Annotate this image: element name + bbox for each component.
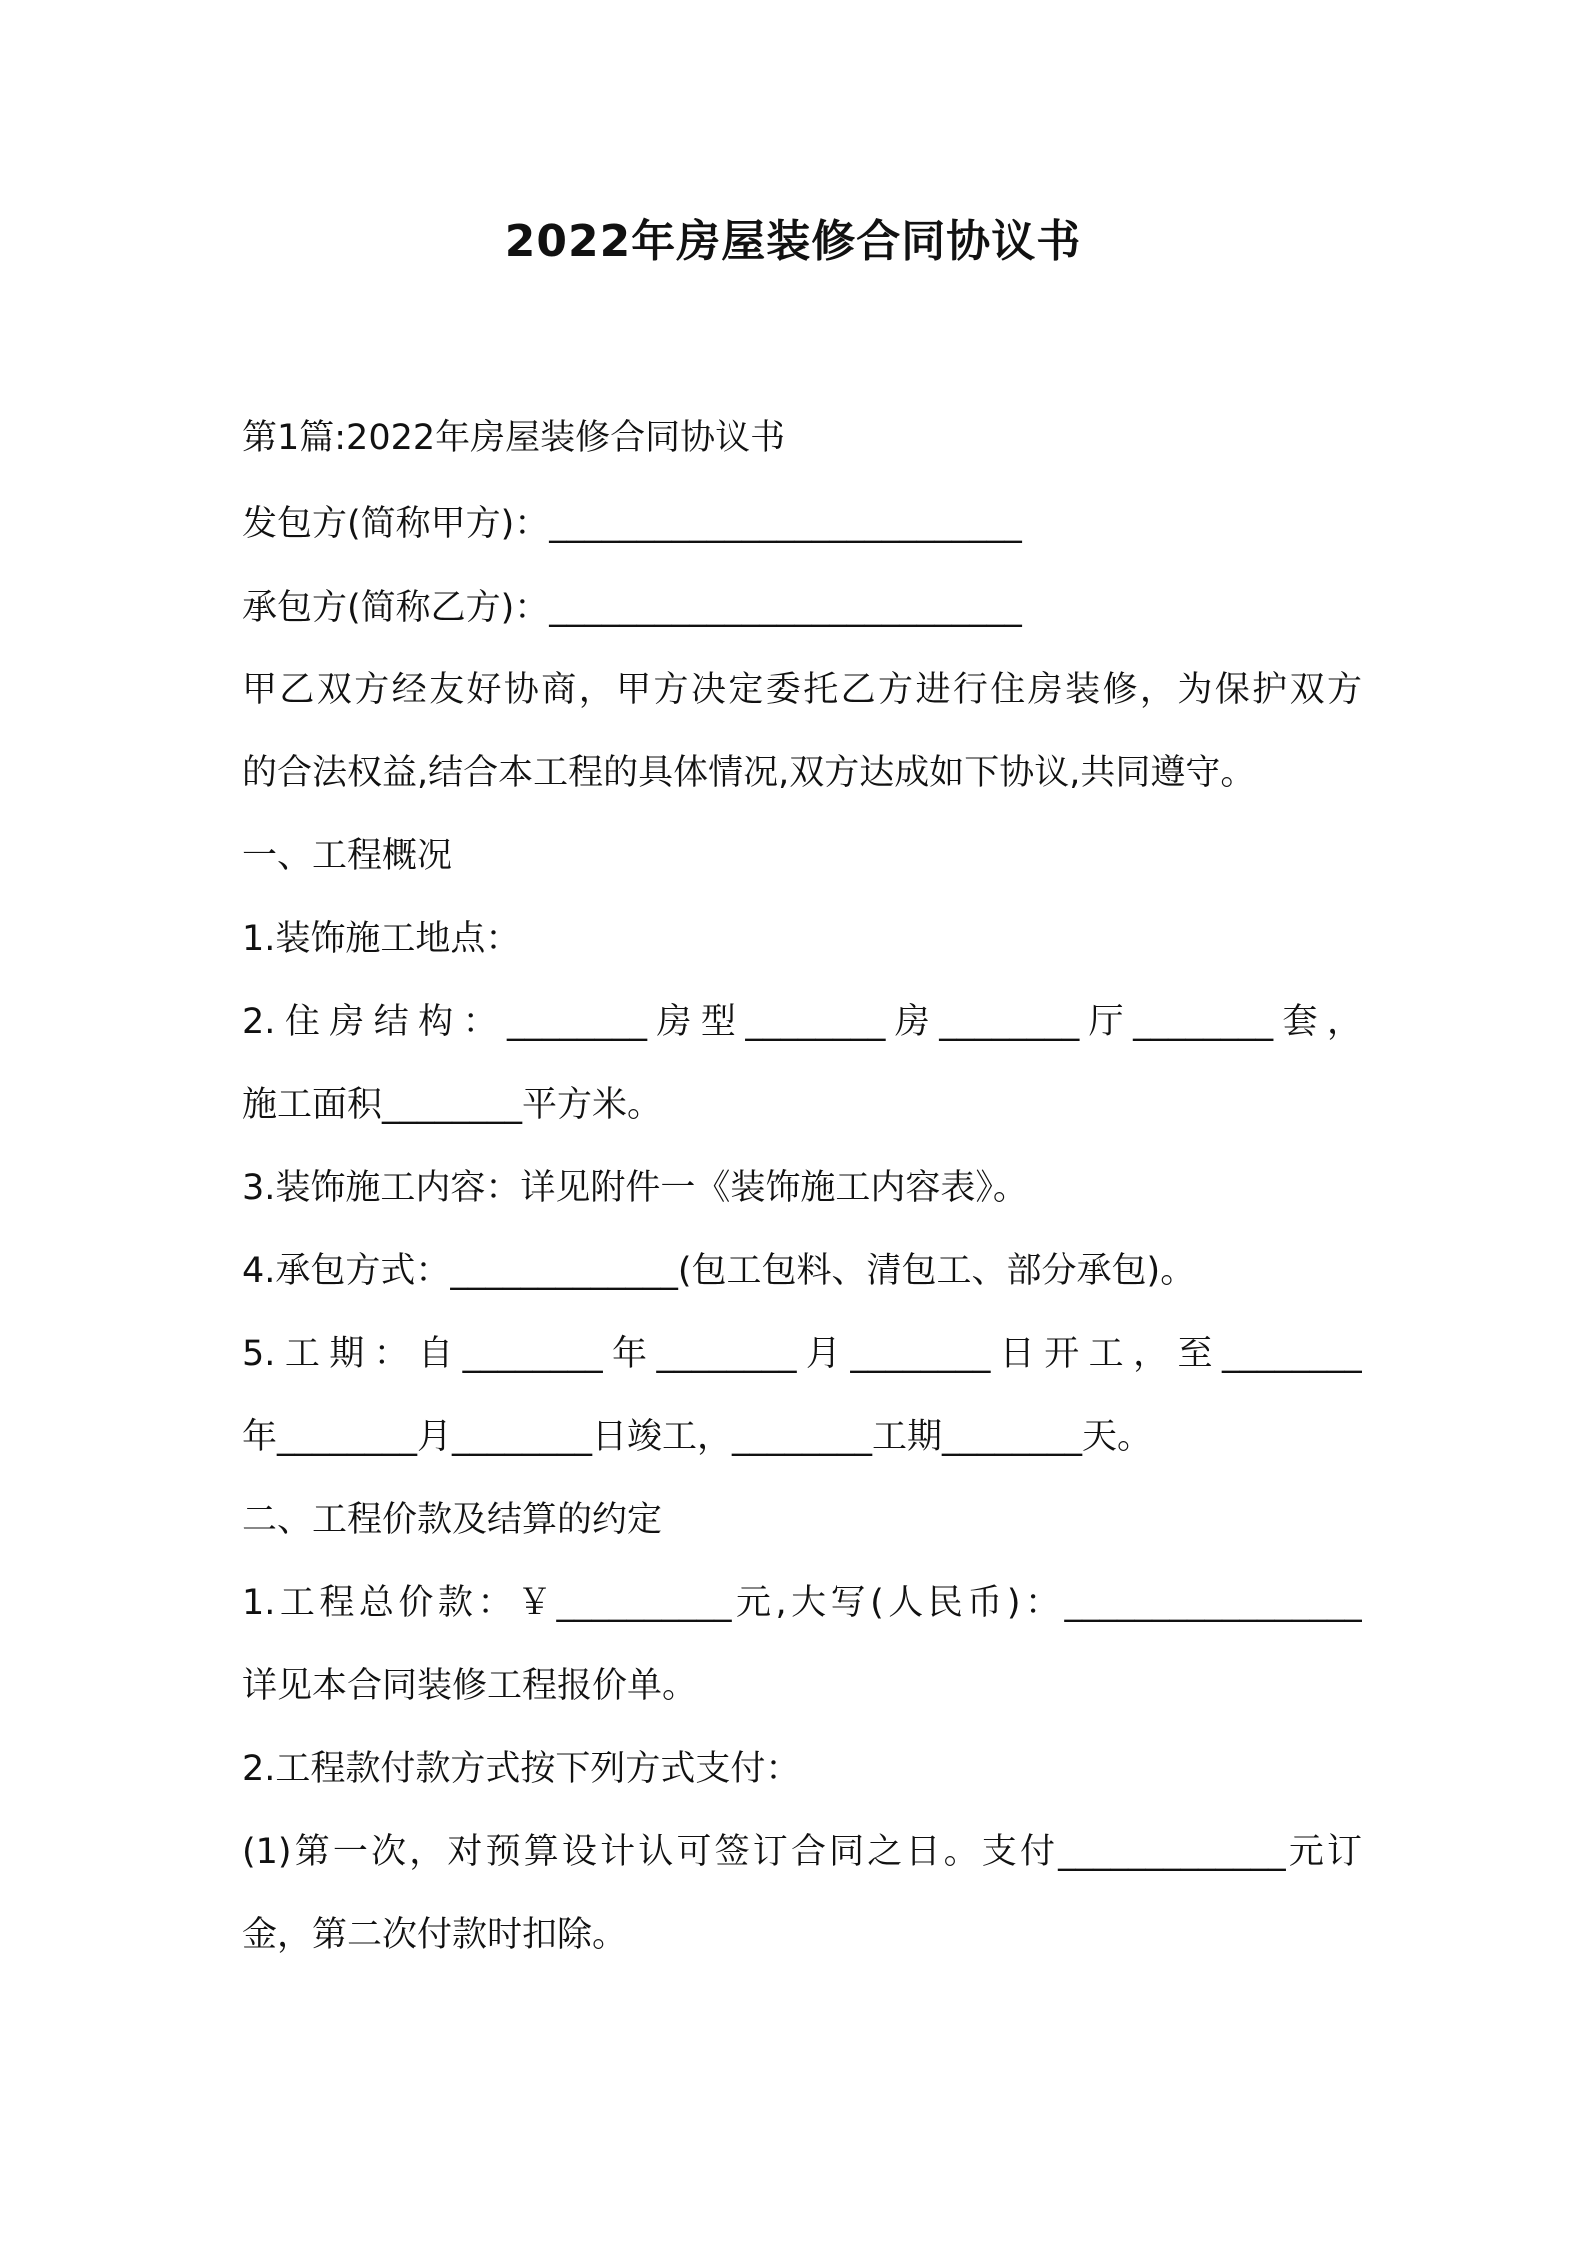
clause-2-1-line-2: 详见本合同装修工程报价单。 <box>242 1666 698 1706</box>
clause-1-5-line-2: 年________月________日竣工，________工期________天。 <box>242 1417 1153 1457</box>
clause-1-2-line-1: 2.住房结构：________房型________房________厅________套， <box>242 1002 1362 1042</box>
clause-1-4: 4.承包方式：_____________(包工包料、清包工、部分承包)。 <box>242 1251 1196 1291</box>
section-heading-1: 一、工程概况 <box>242 836 453 876</box>
clause-1-3: 3.装饰施工内容：详见附件一《装饰施工内容表》。 <box>242 1168 1028 1208</box>
section-heading-2: 二、工程价款及结算的约定 <box>242 1500 663 1540</box>
document-title: 2022年房屋装修合同协议书 <box>504 216 1082 267</box>
chapter-heading: 第1篇:2022年房屋装修合同协议书 <box>242 418 786 458</box>
clause-2-2: 2.工程款付款方式按下列方式支付： <box>242 1749 801 1789</box>
clause-1-1: 1.装饰施工地点： <box>242 919 521 959</box>
intro-paragraph-line-2: 的合法权益,结合本工程的具体情况,双方达成如下协议,共同遵守。 <box>242 753 1256 793</box>
clause-2-1-line-1: 1.工程总价款：￥__________元,大写(人民币)：_________________ <box>242 1583 1362 1623</box>
clause-2-2-1-line-1: (1)第一次，对预算设计认可签订合同之日。支付_____________元订 <box>242 1832 1362 1872</box>
clause-2-2-1-line-2: 金，第二次付款时扣除。 <box>242 1915 628 1955</box>
party-b-line: 承包方(简称乙方)：___________________________ <box>242 588 1022 628</box>
clause-1-5-line-1: 5.工期：自________年________月________日开工，至________ <box>242 1334 1362 1374</box>
party-a-line: 发包方(简称甲方)：___________________________ <box>242 504 1022 544</box>
intro-paragraph-line-1: 甲乙双方经友好协商，甲方决定委托乙方进行住房装修，为保护双方 <box>242 670 1362 710</box>
clause-1-2-line-2: 施工面积________平方米。 <box>242 1085 663 1125</box>
